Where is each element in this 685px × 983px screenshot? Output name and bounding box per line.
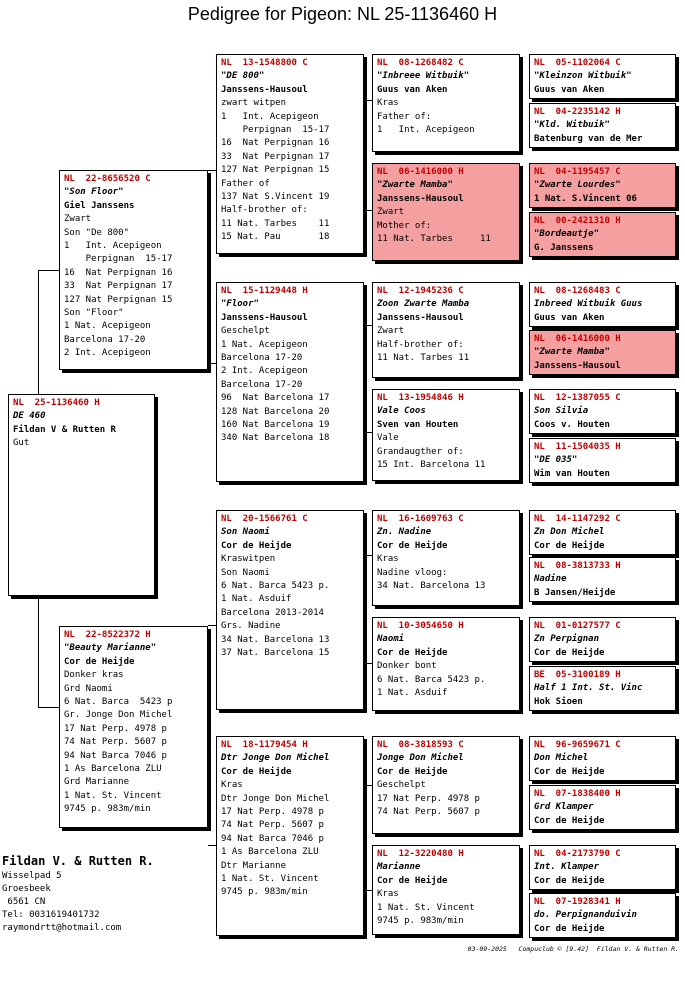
pigeon-info-line: 37 Nat. Barcelona 15 <box>221 648 330 659</box>
pigeon-info-line: Kras <box>221 780 243 791</box>
ring-number: NL 20-1566761 C <box>221 514 308 524</box>
ring-number: NL 12-1387055 C <box>534 393 621 403</box>
pigeon-info-line: 9745 p. 983m/min <box>221 887 308 898</box>
ring-number: NL 04-2235142 H <box>534 107 621 117</box>
pigeon-info-line: Father of <box>221 178 270 189</box>
pigeon-name: Inbreed Witbuik Guus <box>534 299 643 310</box>
connector-line <box>38 596 39 708</box>
pigeon-name: Zn Perpignan <box>534 634 600 645</box>
breeder-name: Cor de Heijde <box>534 647 605 658</box>
ring-number: NL 12-3220480 H <box>377 849 464 859</box>
pigeon-info-line: 94 Nat Barca 7046 p <box>221 833 324 844</box>
pigeon-name: Zn Don Michel <box>534 527 605 538</box>
breeder-name: Janssens-Hausoul <box>377 312 464 323</box>
breeder-name: G. Janssens <box>534 242 594 253</box>
connector-line <box>208 363 216 364</box>
pigeon-info-line: Son "De 800" <box>64 227 130 238</box>
ring-number: NL 07-1928341 H <box>534 897 621 907</box>
ring-number: NL 05-1102064 C <box>534 58 621 68</box>
pigeon-name: Zoon Zwarte Mamba <box>377 299 470 310</box>
pigeon-name: Marianne <box>377 862 421 873</box>
breeder-name: Cor de Heijde <box>534 875 605 886</box>
pigeon-info-line: Father of: <box>377 111 432 122</box>
pigeon-info-line: Mother of: <box>377 220 432 231</box>
connector-line <box>364 325 372 326</box>
pigeon-info-line: 127 Nat Perpignan 15 <box>221 165 330 176</box>
pigeon-info-line: 11 Nat. Tarbes 11 <box>377 234 491 245</box>
pigeon-info-line: Gr. Jonge Don Michel <box>64 710 173 721</box>
pigeon-name: "Kld. Witbuik" <box>534 120 610 131</box>
pigeon-info-line: Donker kras <box>64 670 124 681</box>
connector-line <box>364 663 372 664</box>
ring-number: NL 14-1147292 C <box>534 514 621 524</box>
pigeon-card-gen4[interactable] <box>529 893 676 938</box>
pigeon-name: Naomi <box>377 634 405 645</box>
breeder-name: Sven van Houten <box>377 419 459 430</box>
breeder-name: Guus van Aken <box>377 84 448 95</box>
pigeon-name: "Bordeautje" <box>534 229 600 240</box>
pigeon-info-line: 17 Nat Perp. 4978 p <box>64 723 167 734</box>
pigeon-card-gen4[interactable] <box>529 54 676 99</box>
pigeon-info-line: 33 Nat Perpignan 17 <box>64 281 173 292</box>
breeder-name: Guus van Aken <box>534 312 605 323</box>
ring-number: NL 22-8656520 C <box>64 174 151 184</box>
pigeon-card-mother-dam[interactable] <box>216 736 364 936</box>
pigeon-info-line: 1 Nat. Acepigeon <box>64 321 151 332</box>
ring-number: NL 12-1945236 C <box>377 286 464 296</box>
pigeon-info-line: 137 Nat S.Vincent 19 <box>221 192 330 203</box>
pigeon-info-line: 15 Nat. Pau 18 <box>221 232 330 243</box>
breeder-name: 1 Nat. S.Vincent 06 <box>534 193 637 204</box>
breeder-name: Guus van Aken <box>534 84 605 95</box>
page-title: Pedigree for Pigeon: NL 25-1136460 H <box>187 4 498 24</box>
pigeon-name: Grd Klamper <box>534 802 594 813</box>
pigeon-name: Zn. Nadine <box>377 527 432 538</box>
pigeon-card-father-dam[interactable] <box>216 282 364 482</box>
footer-credit: 03-09-2025 Compuclub © [9.42] Fildan V. & Rutten R. <box>467 945 679 953</box>
ring-number: NL 13-1954846 H <box>377 393 464 403</box>
breeder-name: Cor de Heijde <box>534 923 605 934</box>
pigeon-name: Jonge Don Michel <box>377 753 464 764</box>
pigeon-info-line: 11 Nat. Tarbes 11 <box>221 218 330 229</box>
pigeon-card-mother-sire[interactable] <box>216 510 364 710</box>
breeder-name: Cor de Heijde <box>377 875 448 886</box>
ring-number: NL 11-1504035 H <box>534 442 621 452</box>
pigeon-name: "Son Floor" <box>64 187 124 198</box>
owner-name: Fildan V. & Rutten R. <box>2 854 154 868</box>
ring-number: BE 05-3100189 H <box>534 670 621 680</box>
ring-number: NL 08-3818593 C <box>377 740 464 750</box>
pigeon-name: "Floor" <box>221 299 259 310</box>
pigeon-info-line: 34 Nat. Barcelona 13 <box>221 634 330 645</box>
pigeon-info-line: 1 Nat. St. Vincent <box>64 790 162 801</box>
breeder-name: Hok Sioen <box>534 696 583 707</box>
pigeon-info-line: Zwart <box>64 214 92 225</box>
connector-line <box>364 555 372 556</box>
ring-number: NL 00-2421310 H <box>534 216 621 226</box>
pigeon-info-line: Kras <box>377 98 399 109</box>
breeder-name: B Jansen/Heijde <box>534 587 616 598</box>
ring-number: NL 06-1416000 H <box>377 167 464 177</box>
pigeon-card-father-sire[interactable] <box>216 54 364 254</box>
pigeon-name: "Kleinzon Witbuik" <box>534 71 632 82</box>
pigeon-info-line: 6 Nat. Barca 5423 p. <box>221 581 330 592</box>
pigeon-info-line: Perpignan 15-17 <box>64 254 173 265</box>
connector-line <box>38 270 39 394</box>
pigeon-name: "Zwarte Mamba" <box>377 180 453 191</box>
pigeon-info-line: 96 Nat Barcelona 17 <box>221 393 330 404</box>
pigeon-card-mother[interactable] <box>59 626 208 828</box>
pigeon-name: "Beauty Marianne" <box>64 643 157 654</box>
pigeon-info-line: Dtr Jonge Don Michel <box>221 793 330 804</box>
pigeon-info-line: 1 Nat. Acepigeon <box>221 339 308 350</box>
ring-number: NL 16-1609763 C <box>377 514 464 524</box>
breeder-name: Cor de Heijde <box>377 766 448 777</box>
pigeon-name: "Inbreee Witbuik" <box>377 71 470 82</box>
pigeon-info-line: Half-brother of: <box>221 205 308 216</box>
pigeon-info-line: zwart witpen <box>221 98 287 109</box>
connector-line <box>208 845 216 846</box>
pigeon-card-gen3[interactable] <box>372 736 520 834</box>
pigeon-info-line: 74 Nat Perp. 5607 p <box>377 807 480 818</box>
ring-number: NL 96-9659671 C <box>534 740 621 750</box>
ring-number: NL 07-1838400 H <box>534 789 621 799</box>
pigeon-info-line: 94 Nat Barca 7046 p <box>64 750 167 761</box>
pigeon-card-gen3[interactable] <box>372 510 520 606</box>
pigeon-info-line: 1 As Barcelona ZLU <box>64 764 162 775</box>
pigeon-name: Don Michel <box>534 753 589 764</box>
pigeon-info-line: Zwart <box>377 326 405 337</box>
pigeon-card-gen4[interactable] <box>529 438 676 483</box>
pigeon-info-line: Grd Naomi <box>64 683 113 694</box>
pigeon-info-line: 127 Nat Perpignan 15 <box>64 294 173 305</box>
breeder-name: Wim van Houten <box>534 468 610 479</box>
pigeon-info-line: 2 Int. Acepigeon <box>64 348 151 359</box>
connector-line <box>38 707 59 708</box>
pigeon-card-main[interactable] <box>8 394 155 596</box>
pigeon-name: DE 460 <box>13 411 46 422</box>
pigeon-info-line: Perpignan 15-17 <box>221 125 330 136</box>
pigeon-info-line: Gut <box>13 438 30 449</box>
pigeon-card-gen4[interactable] <box>529 103 676 148</box>
pigeon-card-gen4[interactable] <box>529 330 676 375</box>
pigeon-info-line: 2 Int. Acepigeon <box>221 366 308 377</box>
ring-number: NL 06-1416000 H <box>534 334 621 344</box>
connector-line <box>38 270 59 271</box>
pigeon-name: Nadine <box>534 574 567 585</box>
pigeon-info-line: Dtr Marianne <box>221 860 287 871</box>
pigeon-info-line: Nadine vloog: <box>377 567 448 578</box>
breeder-name: Fildan V & Rutten R <box>13 424 116 435</box>
pigeon-card-gen4[interactable] <box>529 212 676 257</box>
breeder-name: Batenburg van de Mer <box>534 133 643 144</box>
ring-number: NL 13-1548800 C <box>221 58 308 68</box>
ring-number: NL 10-3054650 H <box>377 621 464 631</box>
pigeon-info-line: Grandaugther of: <box>377 446 464 457</box>
pigeon-name: do. Perpignanduivin <box>534 910 637 921</box>
pigeon-info-line: Vale <box>377 433 399 444</box>
ring-number: NL 08-1268483 C <box>534 286 621 296</box>
connector-line <box>364 210 372 211</box>
owner-postcode: 6561 CN <box>2 897 46 907</box>
pigeon-info-line: Barcelona 17-20 <box>221 379 303 390</box>
pigeon-info-line: 1 As Barcelona ZLU <box>221 847 319 858</box>
pigeon-card-gen4[interactable] <box>529 845 676 890</box>
pigeon-name: Vale Coos <box>377 406 426 417</box>
pigeon-card-gen4[interactable] <box>529 389 676 434</box>
pigeon-card-gen3[interactable] <box>372 389 520 481</box>
pigeon-card-father[interactable] <box>59 170 208 370</box>
breeder-name: Cor de Heijde <box>534 540 605 551</box>
pigeon-info-line: 1 Int. Acepigeon <box>64 241 162 252</box>
pigeon-info-line: Kraswitpen <box>221 554 276 565</box>
pigeon-card-gen4[interactable] <box>529 736 676 781</box>
pigeon-name: "Zwarte Mamba" <box>534 347 610 358</box>
ring-number: NL 25-1136460 H <box>13 398 100 408</box>
breeder-name: Cor de Heijde <box>221 540 292 551</box>
pigeon-info-line: 340 Nat Barcelona 18 <box>221 433 330 444</box>
pigeon-info-line: Son "Floor" <box>64 308 124 319</box>
connector-line <box>208 625 216 626</box>
pigeon-info-line: Grd Marianne <box>64 777 130 788</box>
pigeon-info-line: 1 Nat. St. Vincent <box>377 902 475 913</box>
breeder-name: Cor de Heijde <box>534 815 605 826</box>
pigeon-card-gen4[interactable] <box>529 785 676 830</box>
ring-number: NL 04-1195457 C <box>534 167 621 177</box>
breeder-name: Cor de Heijde <box>534 766 605 777</box>
pigeon-info-line: Son Naomi <box>221 567 270 578</box>
breeder-name: Cor de Heijde <box>377 647 448 658</box>
ring-number: NL 01-0127577 C <box>534 621 621 631</box>
pigeon-info-line: 1 Nat. Asduif <box>377 688 448 699</box>
pigeon-info-line: Grs. Nadine <box>221 621 281 632</box>
breeder-name: Coos v. Houten <box>534 419 610 430</box>
connector-line <box>364 785 372 786</box>
connector-line <box>364 432 372 433</box>
pigeon-card-gen4[interactable] <box>529 557 676 602</box>
pigeon-info-line: 74 Nat Perp. 5607 p <box>221 820 324 831</box>
owner-email[interactable]: raymondrtt@hotmail.com <box>2 923 122 933</box>
pigeon-info-line: 16 Nat Perpignan 16 <box>64 267 173 278</box>
pigeon-name: "Zwarte Lourdes" <box>534 180 621 191</box>
pigeon-info-line: 160 Nat Barcelona 19 <box>221 420 330 431</box>
pigeon-info-line: 9745 p. 983m/min <box>64 804 151 815</box>
pigeon-info-line: 1 Nat. Asduif <box>221 594 292 605</box>
pigeon-card-gen3[interactable] <box>372 845 520 935</box>
pigeon-name: Son Naomi <box>221 527 270 538</box>
pigeon-card-gen4[interactable] <box>529 163 676 208</box>
connector-line <box>364 100 372 101</box>
pigeon-info-line: 11 Nat. Tarbes 11 <box>377 353 470 364</box>
pigeon-card-gen3[interactable] <box>372 282 520 378</box>
pigeon-info-line: 74 Nat Perp. 5607 p <box>64 737 167 748</box>
pigeon-info-line: 33 Nat Perpignan 17 <box>221 151 330 162</box>
breeder-name: Giel Janssens <box>64 200 135 211</box>
breeder-name: Cor de Heijde <box>377 540 448 551</box>
ring-number: NL 08-1268482 C <box>377 58 464 68</box>
pigeon-card-gen3[interactable] <box>372 163 520 261</box>
pigeon-name: Half 1 Int. St. Vinc <box>534 683 643 694</box>
pigeon-name: "DE 035" <box>534 455 578 466</box>
pigeon-name: "DE 800" <box>221 71 265 82</box>
pigeon-info-line: Barcelona 17-20 <box>221 353 303 364</box>
pigeon-info-line: Geschelpt <box>377 780 426 791</box>
breeder-name: Cor de Heijde <box>64 656 135 667</box>
pigeon-info-line: 6 Nat. Barca 5423 p <box>64 697 173 708</box>
pigeon-name: Dtr Jonge Don Michel <box>221 753 330 764</box>
connector-line <box>364 890 372 891</box>
pigeon-info-line: Kras <box>377 889 399 900</box>
owner-phone: Tel: 0031619401732 <box>2 910 100 920</box>
ring-number: NL 08-3813733 H <box>534 561 621 571</box>
pigeon-info-line: 1 Nat. St. Vincent <box>221 874 319 885</box>
pigeon-info-line: Zwart <box>377 207 405 218</box>
owner-street: Wisselpad 5 <box>2 871 62 881</box>
owner-city: Groesbeek <box>2 884 51 894</box>
ring-number: NL 18-1179454 H <box>221 740 308 750</box>
ring-number: NL 15-1129448 H <box>221 286 308 296</box>
pigeon-info-line: Geschelpt <box>221 326 270 337</box>
breeder-name: Janssens-Hausoul <box>221 312 308 323</box>
breeder-name: Janssens-Hausoul <box>377 193 464 204</box>
pigeon-info-line: 1 Int. Acepigeon <box>377 125 475 136</box>
pigeon-info-line: Barcelona 2013-2014 <box>221 607 324 618</box>
pigeon-card-gen4[interactable] <box>529 617 676 662</box>
breeder-name: Janssens-Hausoul <box>221 84 308 95</box>
pigeon-info-line: 17 Nat Perp. 4978 p <box>377 793 480 804</box>
pigeon-card-gen4[interactable] <box>529 282 676 327</box>
pigeon-info-line: 16 Nat Perpignan 16 <box>221 138 330 149</box>
pigeon-info-line: 1 Int. Acepigeon <box>221 111 319 122</box>
pigeon-info-line: Barcelona 17-20 <box>64 334 146 345</box>
pigeon-info-line: Half-brother of: <box>377 339 464 350</box>
connector-line <box>208 170 216 171</box>
breeder-name: Cor de Heijde <box>221 766 292 777</box>
pigeon-card-gen3[interactable] <box>372 617 520 711</box>
pigeon-info-line: 9745 p. 983m/min <box>377 916 464 927</box>
pigeon-name: Int. Klamper <box>534 862 600 873</box>
pigeon-info-line: 34 Nat. Barcelona 13 <box>377 581 486 592</box>
pigeon-info-line: Donker bont <box>377 661 437 672</box>
pigeon-info-line: 6 Nat. Barca 5423 p. <box>377 674 486 685</box>
pigeon-info-line: Kras <box>377 554 399 565</box>
pigeon-card-gen3[interactable] <box>372 54 520 152</box>
ring-number: NL 04-2173790 C <box>534 849 621 859</box>
pigeon-name: Son Silvia <box>534 406 589 417</box>
pigeon-info-line: 15 Int. Barcelona 11 <box>377 460 486 471</box>
owner-info <box>2 853 154 935</box>
pigeon-info-line: 17 Nat Perp. 4978 p <box>221 807 324 818</box>
breeder-name: Janssens-Hausoul <box>534 360 621 371</box>
pigeon-info-line: 128 Nat Barcelona 20 <box>221 406 330 417</box>
pigeon-card-gen4[interactable] <box>529 510 676 555</box>
ring-number: NL 22-8522372 H <box>64 630 151 640</box>
pigeon-card-gen4[interactable] <box>529 666 676 711</box>
